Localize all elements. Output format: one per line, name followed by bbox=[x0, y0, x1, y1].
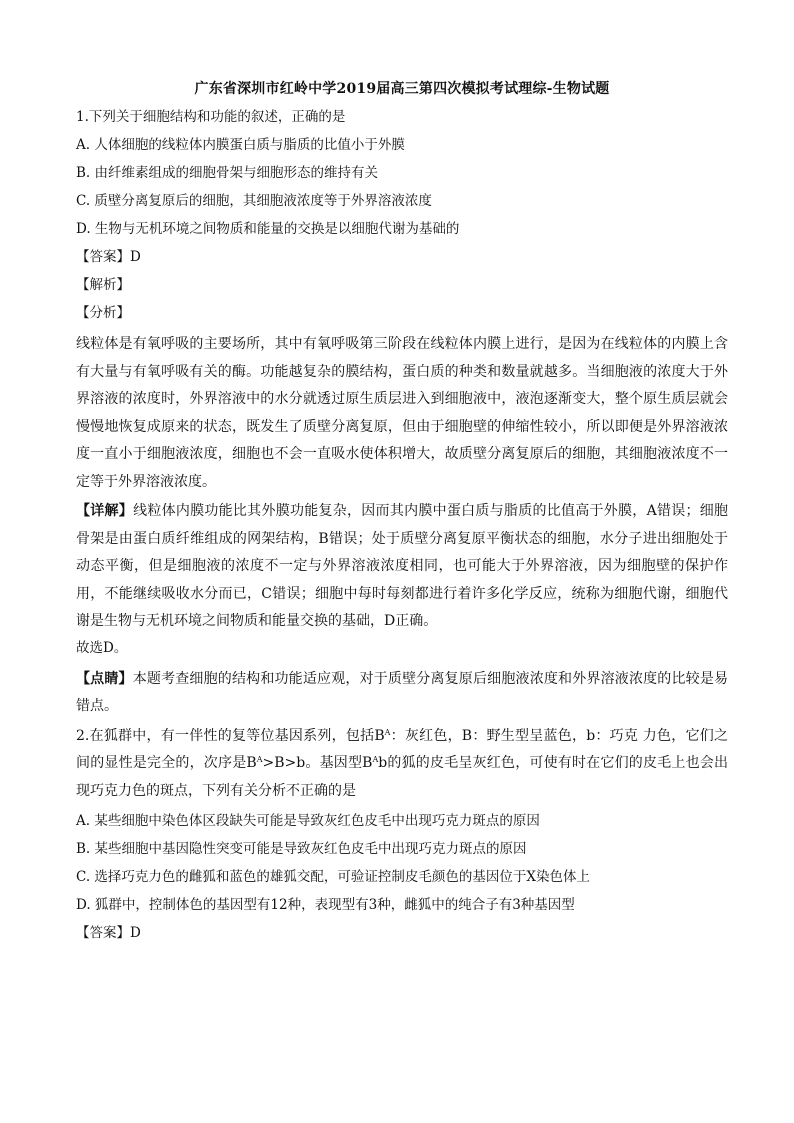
question-2-stem-part-4: b的狐的皮毛呈灰红色，可使有时在它们的皮毛上也会出现巧克力色的斑点，下列有关分析不正确的是 bbox=[76, 755, 728, 799]
question-1-answer: 【答案】D bbox=[76, 249, 141, 265]
question-1-stem: 1.下列关于细胞结构和功能的叙述，正确的是 bbox=[76, 109, 346, 125]
question-2-stem-part-2: ：灰红色，B：野生型呈蓝色，b：巧克 力色，它们之间的显性是完全的，次序是B bbox=[76, 727, 728, 771]
question-1-option-d: D. 生物与无机环境之间物质和能量的交换是以细胞代谢为基础的 bbox=[76, 221, 460, 237]
question-1-analysis-heading: 【解析】 bbox=[76, 277, 130, 293]
question-2-stem-part-1: 2.在狐群中，有一伴性的复等位基因系列，包括B bbox=[76, 727, 385, 744]
question-1-detail-text: 线粒体内膜功能比其外膜功能复杂，因而其内膜中蛋白质与脂质的比值高于外膜，A错误；细胞骨架是由蛋白质纤维组成的网架结构，B错误；处于质壁分离复原平衡状态的细胞，水分子进出细胞处于动态平衡，但是细胞液的浓度不一定与外界溶液浓度相同，也可能大于外界溶液，因为细胞壁的保护作用，不能继续吸收水分而已，C错误；细胞中每时每刻都进行着许多化学反应，统称为细胞代谢，细胞代谢是生物与无机环境之间物质和能量交换的基础，D正确。 bbox=[76, 503, 729, 629]
document-page bbox=[76, 78, 728, 951]
allele-superscript: A bbox=[372, 755, 379, 764]
question-1-analysis-subheading: 【分析】 bbox=[76, 305, 130, 321]
allele-superscript: A bbox=[256, 755, 263, 764]
question-1-analysis-text: 线粒体是有氧呼吸的主要场所，其中有氧呼吸第三阶段在线粒体内膜上进行，是因为在线粒体的内膜上含有大量与有氧呼吸有关的酶。功能越复杂的膜结构，蛋白质的种类和数量就越多。当细胞液的浓度大于外界溶液的浓度时，外界溶液中的水分就透过原生质层进入到细胞液中，液泡逐渐变大，整个原生质层就会慢慢地恢复成原来的状态，既发生了质壁分离复原，但由于细胞壁的伸缩性较小，所以即便是外界溶液浓度一直小于细胞液浓度，细胞也不会一直吸水使体积增大，故质壁分离复原后的细胞，其细胞液浓度不一定等于外界溶液浓度。 bbox=[76, 336, 728, 490]
question-1-option-b: B. 由纤维素组成的细胞骨架与细胞形态的维持有关 bbox=[76, 165, 379, 181]
document-title: 广东省深圳市红岭中学2019届高三第四次模拟考试理综-生物试题 bbox=[194, 81, 610, 97]
question-1-comment bbox=[76, 666, 728, 721]
question-2-option-c: C. 选择巧克力色的雌狐和蓝色的雄狐交配，可验证控制皮毛颜色的基因位于X染色体上 bbox=[76, 869, 591, 885]
question-2-stem bbox=[76, 723, 728, 806]
question-2-option-b: B. 某些细胞中基因隐性突变可能是导致灰红色皮毛中出现巧克力斑点的原因 bbox=[76, 841, 527, 857]
question-1-option-a: A. 人体细胞的线粒体内膜蛋白质与脂质的比值小于外膜 bbox=[76, 137, 405, 153]
question-1-detail-tag: 【详解】 bbox=[76, 503, 134, 519]
question-2-answer: 【答案】D bbox=[76, 925, 141, 941]
question-2-stem-part-3: >B>b。基因型B bbox=[262, 755, 373, 771]
question-2-option-d: D. 狐群中，控制体色的基因型有12种，表现型有3种，雌狐中的纯合子有3种基因型 bbox=[76, 897, 575, 913]
question-1-comment-text: 本题考查细胞的结构和功能适应观，对于质壁分离复原后细胞液浓度和外界溶液浓度的比较是易错点。 bbox=[76, 670, 729, 714]
question-1-option-c: C. 质壁分离复原后的细胞，其细胞液浓度等于外界溶液浓度 bbox=[76, 193, 432, 209]
question-1-conclusion: 故选D。 bbox=[76, 639, 128, 656]
allele-superscript: A bbox=[384, 727, 391, 737]
question-1-detail bbox=[76, 498, 728, 636]
question-1-comment-tag: 【点睛】 bbox=[76, 670, 133, 687]
question-2-option-a: A. 某些细胞中染色体区段缺失可能是导致灰红色皮毛中出现巧克力斑点的原因 bbox=[76, 813, 540, 829]
